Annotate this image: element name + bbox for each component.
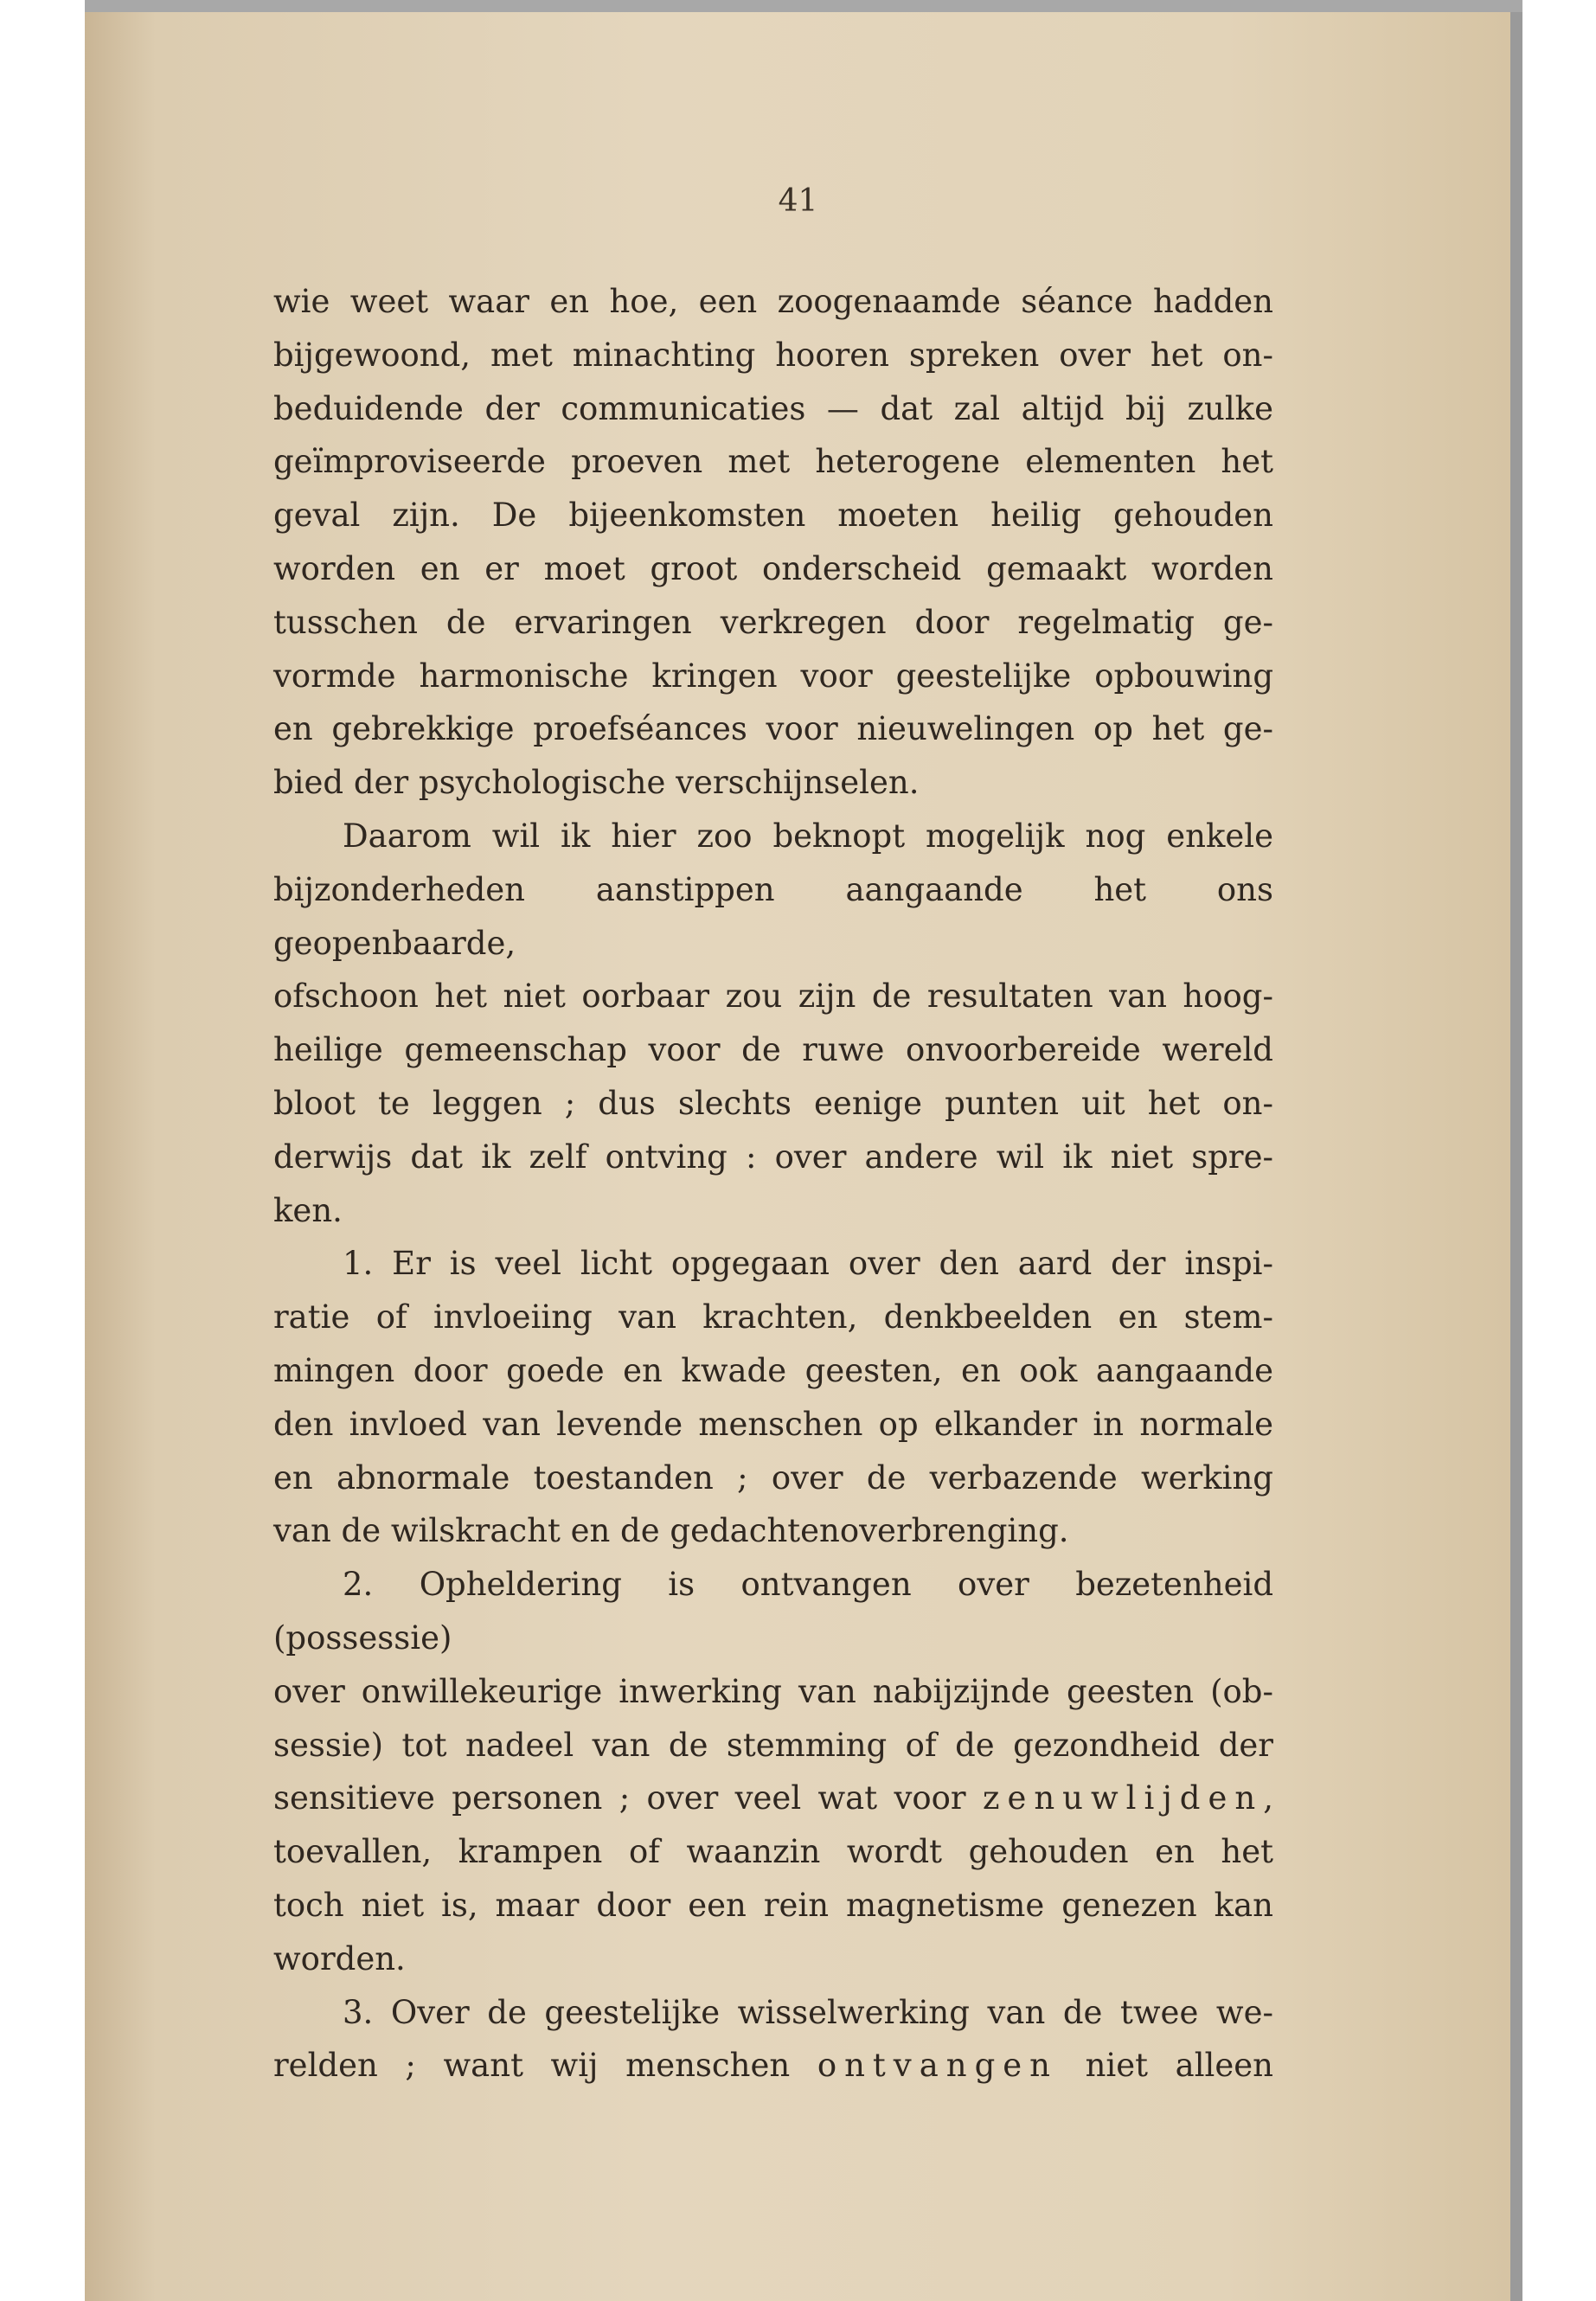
body-text — [273, 275, 1273, 2093]
paragraph-4 — [273, 1558, 1273, 1985]
text-line: bijzonderheden aanstippen aangaande het ons geopenbaarde, — [273, 870, 1273, 962]
text-line: ratie of invloeiing van krachten, denkbeelden en stem- — [273, 1298, 1273, 1336]
paragraph-1 — [273, 275, 1273, 810]
text-segment: niet alleen — [1058, 2047, 1273, 2085]
text-segment: , — [1263, 1779, 1273, 1817]
text-line: toch niet is, maar door een rein magnetisme genezen kan — [273, 1886, 1273, 1924]
paragraph-3 — [273, 1237, 1273, 1558]
text-line: bloot te leggen ; dus slechts eenige punten uit het on- — [273, 1084, 1273, 1122]
paragraph-5 — [273, 1986, 1273, 2093]
text-line — [273, 2039, 1273, 2093]
text-line — [273, 1772, 1273, 1825]
text-line: 3. Over de geestelijke wisselwerking van de twee we- — [343, 1993, 1273, 2031]
text-line: toevallen, krampen of waanzin wordt gehouden en het — [273, 1833, 1273, 1871]
text-line: heilige gemeenschap voor de ruwe onvoorbereide wereld — [273, 1031, 1273, 1069]
text-line: ken. — [273, 1191, 343, 1229]
text-line: vormde harmonische kringen voor geestelijke opbouwing — [273, 657, 1273, 695]
paragraph-2 — [273, 810, 1273, 1237]
text-segment: sensitieve personen ; over veel wat voor — [273, 1779, 983, 1817]
text-line: en gebrekkige proefséances voor nieuwelingen op het ge- — [273, 710, 1273, 748]
spaced-emphasis: zenuwlijden — [982, 1779, 1264, 1817]
text-line: van de wilskracht en de gedachtenoverbrenging. — [273, 1512, 1069, 1550]
text-line: Daarom wil ik hier zoo beknopt mogelijk nog enkele — [343, 817, 1273, 855]
text-line: ofschoon het niet oorbaar zou zijn de resultaten van hoog- — [273, 977, 1273, 1016]
text-line: over onwillekeurige inwerking van nabijzijnde geesten (ob- — [273, 1672, 1273, 1710]
text-line: derwijs dat ik zelf ontving : over andere wil ik niet spre- — [273, 1138, 1273, 1176]
text-line: bied der psychologische verschijnselen. — [273, 764, 920, 802]
text-line: tusschen de ervaringen verkregen door regelmatig ge- — [273, 603, 1273, 641]
scan-top-edge — [85, 0, 1522, 12]
text-line: 2. Opheldering is ontvangen over bezetenheid (possessie) — [273, 1566, 1273, 1657]
text-line: bijgewoond, met minachting hooren spreken over het on- — [273, 336, 1273, 374]
text-line: wie weet waar en hoe, een zoogenaamde séance hadden — [273, 283, 1273, 320]
text-line: beduidende der communicaties — dat zal altijd bij zulke — [273, 389, 1273, 427]
text-line: geval zijn. De bijeenkomsten moeten heilig gehouden — [273, 497, 1273, 535]
text-line: worden en er moet groot onderscheid gemaakt worden — [273, 549, 1273, 587]
text-line: sessie) tot nadeel van de stemming of de gezondheid der — [273, 1726, 1273, 1764]
text-line: mingen door goede en kwade geesten, en ook aangaande — [273, 1351, 1273, 1389]
spaced-emphasis: ontvangen — [817, 2047, 1058, 2085]
scan-right-edge — [1510, 12, 1522, 2301]
text-line: 1. Er is veel licht opgegaan over den aard der inspi- — [343, 1245, 1273, 1283]
text-line: worden. — [273, 1939, 406, 1977]
page-number: 41 — [778, 183, 818, 219]
text-segment: relden ; want wij menschen — [273, 2047, 817, 2085]
text-line: geïmproviseerde proeven met heterogene elementen het — [273, 443, 1273, 481]
text-line: den invloed van levende menschen op elkander in normale — [273, 1405, 1273, 1443]
text-line: en abnormale toestanden ; over de verbazende werking — [273, 1458, 1273, 1497]
